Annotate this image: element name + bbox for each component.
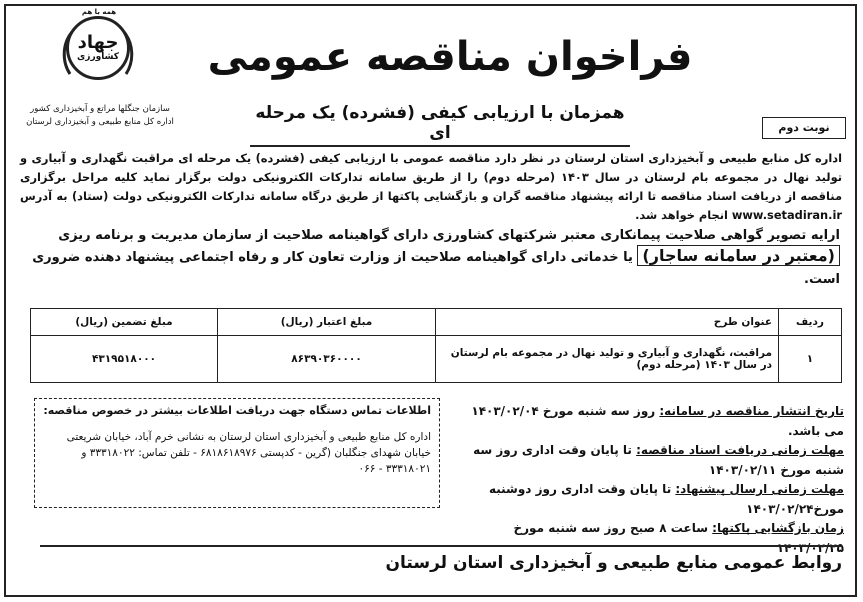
logo-emblem	[66, 16, 130, 80]
header-budget: مبلغ اعتبار (ریال)	[218, 309, 436, 336]
header-project-title: عنوان طرح	[436, 309, 779, 336]
opening-time-label: زمان بازگشایی پاکتها:	[712, 521, 844, 535]
contact-info-box	[34, 398, 440, 508]
logo-main-text: جهاد	[77, 31, 119, 53]
schedule-dates	[452, 402, 844, 558]
contact-address: اداره کل منابع طبیعی و آبخیزداری استان لرستان به نشانی خرم آباد، خیابان شریعتی خیابان شهدای جنگلبان (گرین - کدپستی ۶۸۱۸۶۱۸۹۷۶ - تلفن تماس: ۳۳۳۱۸۰۲۲ و ۳۳۳۱۸۰۲۱ - ۰۶۶	[66, 431, 431, 475]
cell-project-title: مراقبت، نگهداری و آبیاری و تولید نهال در مجموعه بام لرستان در سال ۱۴۰۳ (مرحله دوم)	[436, 336, 779, 383]
cell-guarantee: ۴۳۱۹۵۱۸۰۰۰	[31, 336, 218, 383]
publish-date-value: روز سه شنبه مورخ ۱۴۰۳/۰۲/۰۴ می باشد.	[471, 404, 844, 438]
submit-deadline-line	[452, 480, 844, 519]
publish-date-line	[452, 402, 844, 441]
sajar-boxed-text: (معتبر در سامانه ساجار)	[637, 245, 840, 266]
header-guarantee: مبلغ تضمین (ریال)	[31, 309, 218, 336]
footer-divider	[40, 545, 842, 547]
cell-budget: ۸۶۳۹۰۳۶۰۰۰۰	[218, 336, 436, 383]
cell-row-number: ۱	[779, 336, 842, 383]
table-row	[31, 336, 842, 383]
table-header-row	[31, 309, 842, 336]
qualification-notice	[28, 226, 840, 291]
contact-title: اطلاعات تماس دستگاه جهت دریافت اطلاعات بیشتر در خصوص مناقصه:	[43, 404, 431, 417]
tender-table	[30, 308, 842, 383]
intro-paragraph: اداره کل منابع طبیعی و آبخیزداری استان لرستان در نظر دارد مناقصه عمومی با ارزیابی کیفی (فشرده) یک مرحله ای مراقبت نگهداری و آبیاری و تولید نهال در مجموعه بام لرستان در سال ۱۴۰۳ (مرحله دوم) را از طریق سامانه تدارکات الکترونیکی دولت برگزار نماید کلیه مراحل برگزاری مناقصه از دریافت اسناد مناقصه تا ارائه پیشنهاد مناقصه گران و بازگشایی پاکتها از طریق درگاه سامانه تدارکات الکترونیکی دولت (ستاد) به آدرس www.setadiran.ir انجام خواهد شد.	[20, 151, 842, 222]
org-name-line2: اداره کل منابع طبیعی و آبخیزداری لرستان	[26, 117, 174, 127]
jahad-logo	[26, 8, 174, 127]
submit-deadline-label: مهلت زمانی ارسال پیشنهاد:	[675, 482, 844, 496]
page-subtitle: همزمان با ارزیابی کیفی (فشرده) یک مرحله ای	[250, 103, 630, 147]
publish-date-label: تاریخ انتشار مناقصه در سامانه:	[659, 404, 844, 418]
logo-sub-text: کشاورزی	[77, 51, 119, 62]
docs-deadline-line	[452, 441, 844, 480]
submit-deadline-value: تا پایان وقت اداری روز دوشنبه مورخ۱۴۰۳/۰۲/۲۴	[488, 482, 844, 516]
notice-line2	[28, 245, 840, 291]
footer-text: روابط عمومی منابع طبیعی و آبخیزداری استان لرستان	[385, 553, 842, 573]
docs-deadline-value: تا پایان وقت اداری روز سه شنبه مورخ ۱۴۰۳/۰۲/۱۱	[473, 443, 844, 477]
page-title: فراخوان مناقصه عمومی	[207, 34, 693, 80]
notice-line2-rest: یا خدماتی دارای گواهینامه صلاحیت از وزارت تعاون کار و رفاه اجتماعی پیشنهاد دهنده ضروری است.	[32, 250, 840, 287]
header-row-number: ردیف	[779, 309, 842, 336]
opening-time-value: ساعت ۸ صبح روز سه شنبه مورخ ۱۴۰۳/۰۲/۲۵	[513, 521, 844, 555]
docs-deadline-label: مهلت زمانی دریافت اسناد مناقصه:	[636, 443, 844, 457]
notice-line1: ارایه تصویر گواهی صلاحیت پیمانکاری معتبر شرکتهای کشاورزی دارای گواهینامه صلاحیت از سازمان مدیریت و برنامه ریزی	[58, 228, 840, 243]
org-name-line1: سازمان جنگلها مراتع و آبخیزداری کشور	[30, 104, 170, 114]
round-badge: نوبت دوم	[762, 117, 846, 139]
logo-top-text: همه با هم	[81, 8, 117, 16]
